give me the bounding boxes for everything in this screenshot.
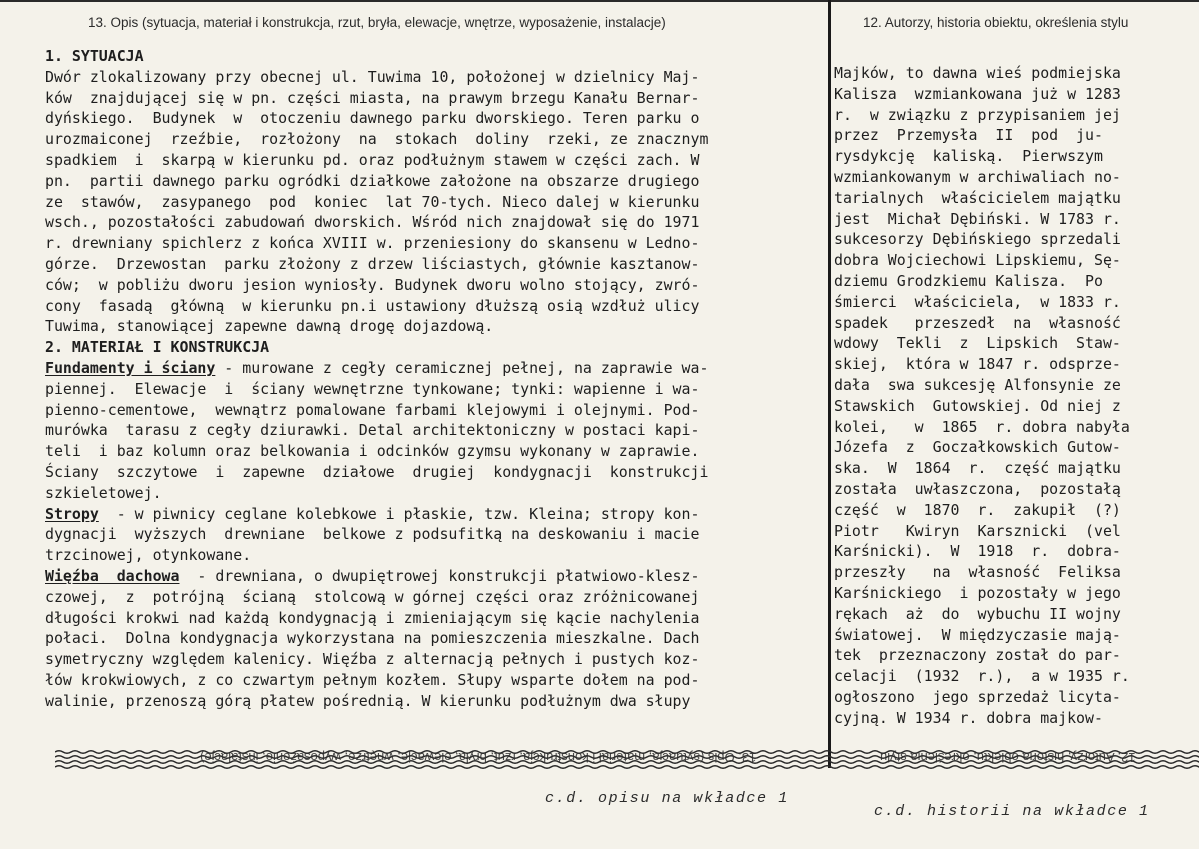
description-line [45,358,787,379]
history-line: wzmiankowanym w archiwaliach no- [834,167,1121,186]
line-text: - w piwnicy ceglane kolebkowe i płaskie, tzw. Kleina; stropy kon- [98,504,700,523]
history-line: cyjną. W 1934 r. dobra majkow- [834,708,1103,727]
description-line [45,420,787,441]
line-text: szkieletowej. [45,483,162,502]
history-line: rękach aż do wybuchu II wojny [834,604,1121,623]
history-line: ska. W 1864 r. część majątku [834,459,1121,478]
description-line [45,566,787,587]
history-line: Kalisza wzmiankowana już w 1283 [834,84,1121,103]
description-line [45,150,787,171]
history-line: Stawskich Gutowskiej. Od niej z [834,396,1121,415]
description-line [45,691,787,712]
line-text: - murowane z cegły ceramicznej pełnej, na zaprawie wa- [215,358,709,377]
history-line: Majków, to dawna wieś podmiejska [834,64,1121,82]
description-line [45,212,787,233]
description-line [45,233,787,254]
line-text: - drewniana, o dwupiętrowej konstrukcji płatwiowo-klesz- [179,566,700,585]
description-line [45,316,787,337]
description-line [45,296,787,317]
description-line [45,587,787,608]
history-line: skiej, która w 1847 r. odsprze- [834,355,1121,374]
description-line [45,108,787,129]
history-line: wdowy Tekli z Lipskich Staw- [834,334,1121,353]
continuation-note-history: c.d. historii na wkładce 1 [874,803,1150,820]
line-text: dyńskiego. Budynek w otoczeniu dawnego parku dworskiego. Teren parku o [45,109,700,128]
description-line [45,545,787,566]
mirrored-section-13-header: 13. Opis (sytuacja, materiał i konstrukcja, rzut, bryła, elewacje, wnętrze, wyposażenie, instalacje) [200,750,757,765]
history-line: ogłoszono jego sprzedaż licyta- [834,687,1121,706]
line-text: górze. Drzewostan parku złożony z drzew liściastych, głównie kasztanow- [45,254,700,273]
history-line: śmierci właściciela, w 1833 r. [834,292,1121,311]
history-line: jest Michał Dębiński. W 1783 r. [834,209,1121,228]
history-line: dziemu Grodzkiemu Kalisza. Po [834,271,1103,290]
history-line: dobra Wojciechowi Lipskiemu, Sę- [834,251,1121,270]
line-text: łów krokwiowych, z co czwartym pełnym kozłem. Słupy wsparte dołem na pod- [45,670,700,689]
line-text: wsch., pozostałości zabudowań dworskich. Wśród nich znajdował się do 1971 [45,213,700,232]
subsection-heading: Fundamenty i ściany [45,358,216,377]
description-line [45,67,787,88]
history-line: Józefa z Goczałkowskich Gutow- [834,438,1121,457]
line-text: połaci. Dolna kondygnacja wykorzystana na pomieszczenia mieszkalne. Dach [45,629,700,648]
line-text: urozmaiconej rzeźbie, rozłożony na stokach doliny rzeki, ze znacznym [45,130,709,149]
description-line [45,441,787,462]
description-line [45,483,787,504]
description-line [45,524,787,545]
history-line: rysdykcję kaliską. Pierwszym [834,147,1103,166]
description-line [45,400,787,421]
description-line [45,46,787,67]
history-line: tek przeznaczony został do par- [834,646,1121,665]
history-line: została uwłaszczona, pozostałą [834,479,1121,498]
history-line: kolei, w 1865 r. dobra nabyła [834,417,1130,436]
section-12-header: 12. Autorzy, historia obiektu, określenia stylu [863,15,1129,30]
description-line [45,129,787,150]
section-heading: 1. SYTUACJA [45,47,144,65]
description-line [45,504,787,525]
description-line [45,379,787,400]
description-line [45,628,787,649]
line-text: ków znajdującej się w pn. części miasta, na prawym brzegu Kanału Bernar- [45,88,700,107]
history-line: Piotr Kwiryn Karsznicki (vel [834,521,1121,540]
line-text: czowej, z potrójną ścianą stolcową w górnej części oraz zróżnicowanej [45,587,700,606]
section-13-header: 13. Opis (sytuacja, materiał i konstrukcja, rzut, bryła, elewacje, wnętrze, wyposażenie, instalacje) [88,15,666,30]
top-border [0,0,1199,2]
subsection-heading: Stropy [45,504,99,523]
line-text: symetryczny względem kalenicy. Więźba z alternacją pełnych i pustych koz- [45,650,700,669]
history-line: dała swa sukcesję Alfonsynie ze [834,375,1121,394]
description-line [45,275,787,296]
continuation-note-description: c.d. opisu na wkładce 1 [545,790,789,807]
description-line [45,254,787,275]
description-line [45,462,787,483]
history-line: sukcesorzy Dębińskiego sprzedali [834,230,1121,249]
history-line: przeszły na własność Feliksa [834,563,1121,582]
line-text: trzcinowej, otynkowane. [45,546,252,565]
line-text: Ściany szczytowe i zapewne działowe drugiej kondygnacji konstrukcji [45,462,709,481]
line-text: pn. partii dawnego parku ogródki działkowe założone na obszarze drugiego [45,171,700,190]
description-line [45,171,787,192]
description-line [45,337,787,358]
line-text: Tuwima, stanowiącej zapewne dawną drogę dojazdową. [45,317,494,336]
line-text: ców; w pobliżu dworu jesion wyniosły. Budynek dworu wolno stojący, zwró- [45,275,700,294]
history-line: tarialnych właścicielem majątku [834,188,1121,207]
description-line [45,608,787,629]
line-text: r. drewniany spichlerz z końca XVIII w. przeniesiony do skansenu w Ledno- [45,234,700,253]
line-text: dygnacji wyższych drewniane belkowe z podsufitką na deskowaniu i macie [45,525,700,544]
history-line: Karśnicki). W 1918 r. dobra- [834,542,1121,561]
column-divider [828,0,831,768]
line-text: Dwór zlokalizowany przy obecnej ul. Tuwima 10, położonej w dzielnicy Maj- [45,67,700,86]
mirrored-section-12-header: 12. Autorzy, historia obiektu, określenia stylu [880,750,1136,765]
line-text: ze stawów, zasypanego pod koniec lat 70-tych. Nieco dalej w kierunku [45,192,700,211]
line-text: piennej. Elewacje i ściany wewnętrzne tynkowane; tynki: wapienne i wa- [45,379,700,398]
line-text: spadkiem i skarpą w kierunku pd. oraz podłużnym stawem w części zach. W [45,150,700,169]
subsection-heading: Więźba dachowa [45,566,180,585]
history-line: przez Przemysła II pod ju- [834,126,1103,145]
history-line: spadek przeszedł na własność [834,313,1121,332]
history-text [834,63,1162,729]
description-line [45,649,787,670]
history-line: część w 1870 r. zakupił (?) [834,500,1121,519]
section-heading: 2. MATERIAŁ I KONSTRUKCJA [45,338,270,357]
history-line: światowej. W międzyczasie mają- [834,625,1121,644]
wave-line [55,766,1199,769]
line-text: długości krokwi nad każdą kondygnacją i zmieniającym się kącie nachylenia [45,608,700,627]
history-line: celacji (1932 r.), a w 1935 r. [834,667,1130,686]
line-text: walinie, przenoszą górą płatew pośrednią. W kierunku podłużnym dwa słupy [45,691,691,710]
history-line: Karśnickiego i pozostały w jego [834,583,1121,602]
description-line [45,88,787,109]
line-text: murówka tarasu z cegły dziurawki. Detal architektoniczny w postaci kapi- [45,421,700,440]
history-line: r. w związku z przypisaniem jej [834,105,1121,124]
description-text [45,46,787,712]
description-line [45,670,787,691]
line-text: cony fasadą główną w kierunku pn.i ustawiony dłuższą osią wzdłuż ulicy [45,296,700,315]
line-text: pienno-cementowe, wewnątrz pomalowane farbami klejowymi i olejnymi. Pod- [45,400,700,419]
description-line [45,192,787,213]
line-text: teli i baz kolumn oraz belkowania i odcinków gzymsu wykonany w zaprawie. [45,442,700,461]
